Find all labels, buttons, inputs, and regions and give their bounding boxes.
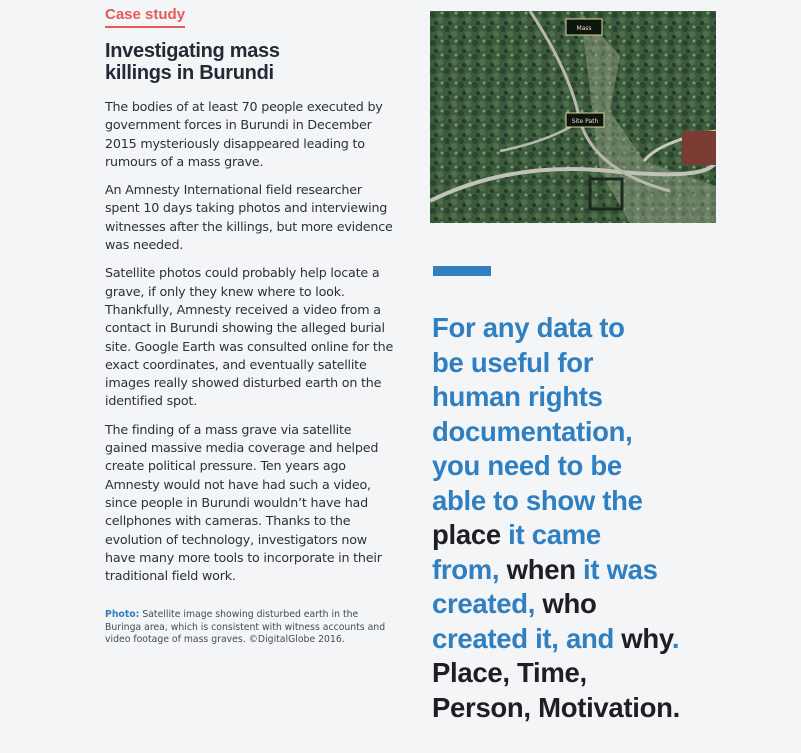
word-created: created, (432, 588, 536, 619)
quote-line-8 (432, 553, 792, 588)
paragraph-1: The bodies of at least 70 people executed by government forces in Burundi in December 2015 mysteriously disappeared leading to rumours of a mass grave. (105, 99, 383, 169)
caption-label: Photo: (105, 609, 140, 621)
photo-caption (105, 609, 395, 647)
article-body (105, 98, 395, 585)
quote-line-10 (432, 622, 792, 657)
article-title (105, 40, 395, 84)
quote-line-1: For any data to (432, 312, 625, 343)
word-from: from, (432, 553, 500, 585)
satellite-image (430, 11, 716, 223)
word-when: when (499, 553, 576, 585)
satellite-label-top: Mass (576, 25, 592, 32)
case-study-column (105, 6, 395, 647)
paragraph-4: The finding of a mass grave via satellite gained massive media coverage and helped create political pressure. Ten years ago Amnesty would not have had such a video, since people in Burundi wouldn’t have had cellphones with cameras. Thanks to the evolution of technology, investigators now have many more tools to incorporate in their traditional field work. (105, 421, 382, 584)
quote-line-9 (432, 587, 792, 622)
word-why: why (613, 622, 672, 654)
words-it-came: it came (500, 519, 601, 550)
paragraph-2: An Amnesty International field researcher spent 10 days taking photos and interviewing witnesses after the killings, but more evidence was needed. (105, 182, 393, 253)
case-study-kicker: Case study (105, 6, 185, 28)
pull-quote (432, 311, 792, 725)
quote-line-2: be useful for (432, 346, 594, 378)
words-it-was: it was (575, 553, 658, 585)
quote-line-12: Person, Motivation. (432, 691, 680, 723)
quote-line-6: able to show the (432, 484, 643, 516)
word-place: place (432, 519, 501, 550)
quote-accent-bar (433, 266, 491, 276)
quote-line-11: Place, Time, (432, 657, 587, 688)
satellite-label-mid: Site Path (571, 118, 599, 125)
quote-line-7 (432, 518, 792, 553)
quote-line-4: documentation, (432, 415, 633, 447)
quote-period: . (671, 622, 680, 654)
title-line-2: killings in Burundi (105, 62, 274, 84)
paragraph-3: Satellite photos could probably help locate a grave, if only they knew where to look. Thankfully, Amnesty received a video from a contact in Burundi showing the alleged burial site. Google Earth was consulted online for the exact coordinates, and eventually satellite images really showed disturbed earth on the identified spot. (105, 265, 394, 409)
word-who: who (535, 588, 597, 619)
words-created-it-and: created it, and (432, 622, 614, 654)
quote-line-5: you need to be (432, 450, 622, 481)
satellite-image-graphic (430, 11, 716, 223)
title-line-1: Investigating mass (105, 40, 280, 62)
quote-line-3: human rights (432, 381, 603, 412)
caption-text: Satellite image showing disturbed earth in the Buringa area, which is consistent with witness accounts and video footage of mass graves. ©DigitalGlobe 2016. (105, 609, 386, 646)
